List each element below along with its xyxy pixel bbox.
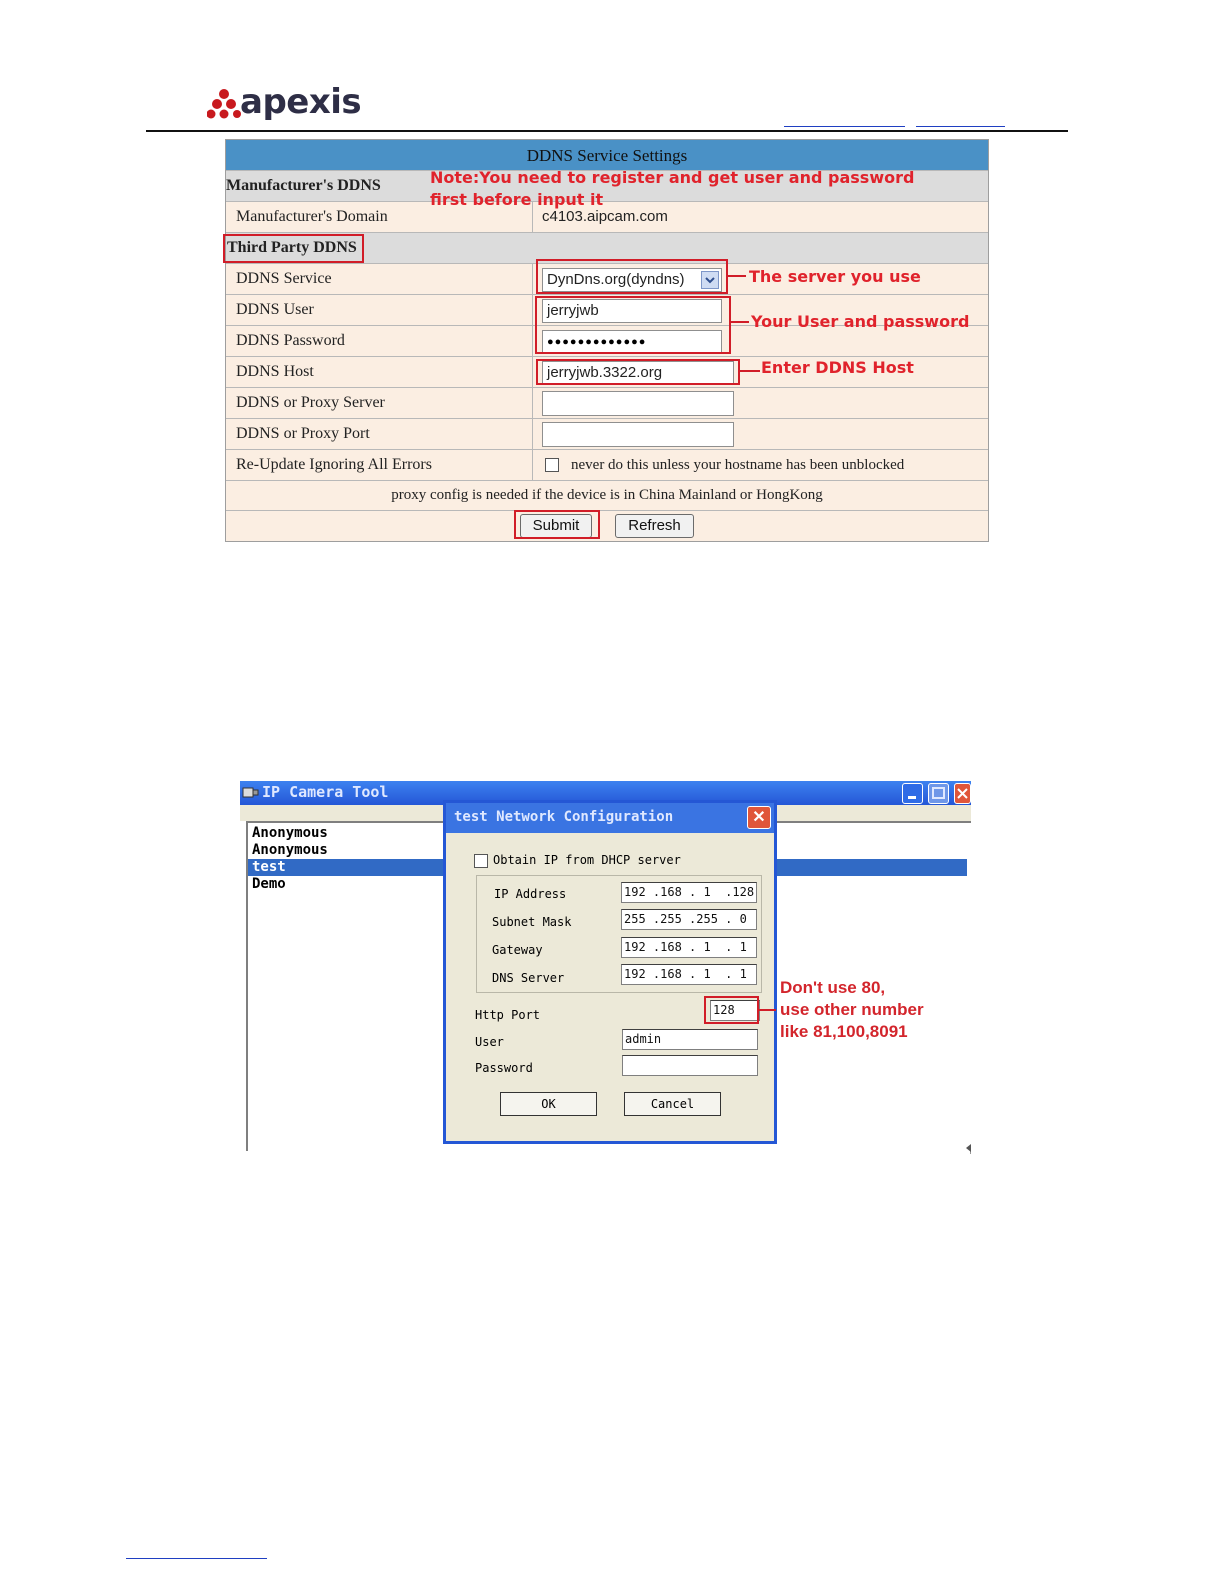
port-note-line2: use other number	[780, 1000, 924, 1019]
ddns-service-label: DDNS Service	[236, 270, 332, 287]
dialog-close-button[interactable]: ✕	[747, 806, 771, 829]
device-list-item-selected[interactable]: test	[248, 859, 967, 876]
ip-address-input[interactable]: 192 .168 . 1 .128	[621, 882, 757, 903]
userpass-pointer	[731, 321, 749, 323]
maximize-icon[interactable]	[928, 783, 949, 804]
server-note: The server you use	[749, 267, 921, 286]
subnet-mask-input[interactable]: 255 .255 .255 . 0	[621, 909, 757, 930]
manufacturer-ddns-heading: Manufacturer's DDNS	[226, 177, 381, 194]
dns-server-label: DNS Server	[492, 971, 565, 985]
device-list-item[interactable]: Anonymous	[252, 842, 328, 858]
ddns-actions-row	[226, 511, 988, 541]
host-pointer	[740, 370, 760, 372]
minimize-icon[interactable]	[902, 783, 923, 804]
http-port-highlight	[704, 996, 759, 1024]
header-link-1[interactable]	[784, 126, 905, 127]
subnet-mask-label: Subnet Mask	[492, 915, 572, 929]
cancel-button[interactable]: Cancel	[624, 1092, 721, 1116]
manufacturer-domain-label: Manufacturer's Domain	[236, 208, 388, 225]
third-party-highlight	[223, 234, 364, 263]
app-icon	[242, 785, 259, 801]
userpass-highlight	[535, 296, 731, 354]
http-port-pointer	[759, 1009, 776, 1011]
proxy-server-label: DDNS or Proxy Server	[236, 394, 385, 411]
footer-link[interactable]	[126, 1558, 267, 1559]
userpass-note: Your User and password	[751, 312, 970, 331]
device-list-item[interactable]: Anonymous	[252, 825, 328, 841]
ddns-user-input[interactable]: jerryjwb	[542, 299, 722, 323]
ddns-password-label: DDNS Password	[236, 332, 345, 349]
gateway-label: Gateway	[492, 943, 543, 957]
manufacturer-domain-row	[226, 202, 988, 233]
proxy-port-label: DDNS or Proxy Port	[236, 425, 370, 442]
reupdate-checkbox[interactable]	[545, 458, 559, 472]
service-pointer	[728, 275, 746, 277]
ok-button[interactable]: OK	[500, 1092, 597, 1116]
dialog-title: test Network Configuration	[454, 809, 674, 825]
register-note-line1: Note:You need to register and get user and password	[430, 168, 915, 187]
network-config-dialog	[443, 800, 777, 1144]
header-link-2[interactable]	[916, 126, 1005, 127]
ddns-service-selected: DynDns.org(dyndns)	[547, 271, 685, 288]
password-label: Password	[475, 1061, 533, 1075]
host-highlight	[536, 359, 740, 385]
ddns-panel-title: DDNS Service Settings	[226, 140, 988, 171]
submit-button[interactable]: Submit	[520, 514, 592, 538]
user-input[interactable]: admin	[622, 1029, 758, 1050]
ip-settings-group	[476, 875, 762, 993]
third-party-ddns-heading: Third Party DDNS	[227, 239, 357, 256]
proxy-port-row	[226, 419, 988, 450]
port-note-line1: Don't use 80,	[780, 978, 886, 997]
proxy-note: proxy config is needed if the device is in China Mainland or HongKong	[226, 481, 988, 511]
register-note-line2: first before input it	[430, 190, 604, 209]
brand-name: apexis	[240, 82, 362, 122]
submit-highlight	[514, 510, 600, 539]
ip-camera-tool-title: IP Camera Tool	[262, 783, 389, 801]
ddns-host-input[interactable]: jerryjwb.3322.org	[542, 361, 734, 385]
header-divider	[146, 130, 1068, 132]
service-highlight	[536, 259, 728, 294]
reupdate-hint: never do this unless your hostname has been unblocked	[571, 457, 905, 473]
ip-address-label: IP Address	[494, 887, 567, 901]
dns-server-input[interactable]: 192 .168 . 1 . 1	[621, 964, 757, 985]
ddns-user-label: DDNS User	[236, 301, 314, 318]
gateway-input[interactable]: 192 .168 . 1 . 1	[621, 937, 757, 958]
host-note: Enter DDNS Host	[761, 358, 914, 377]
reupdate-row	[226, 450, 988, 481]
proxy-port-input[interactable]	[542, 422, 734, 447]
dialog-titlebar[interactable]	[446, 803, 774, 833]
http-port-input[interactable]: 128	[710, 1000, 760, 1021]
user-label: User	[475, 1035, 504, 1049]
close-icon[interactable]	[954, 783, 971, 804]
reupdate-label: Re-Update Ignoring All Errors	[236, 456, 432, 473]
apexis-logo-icon	[207, 88, 241, 120]
manufacturer-domain-value: c4103.aipcam.com	[542, 208, 668, 225]
ddns-host-label: DDNS Host	[236, 363, 314, 380]
proxy-server-input[interactable]	[542, 391, 734, 416]
http-port-label: Http Port	[475, 1008, 541, 1022]
proxy-server-row	[226, 388, 988, 419]
ddns-password-input[interactable]: ●●●●●●●●●●●●●	[542, 330, 722, 354]
scroll-arrow-icon[interactable]	[966, 1144, 971, 1152]
port-note-line3: like 81,100,8091	[780, 1022, 908, 1041]
password-input[interactable]	[622, 1055, 758, 1076]
refresh-button[interactable]: Refresh	[615, 514, 694, 538]
device-list-item[interactable]: Demo	[252, 876, 286, 892]
dhcp-checkbox[interactable]	[474, 854, 488, 868]
dhcp-label: Obtain IP from DHCP server	[493, 853, 681, 867]
